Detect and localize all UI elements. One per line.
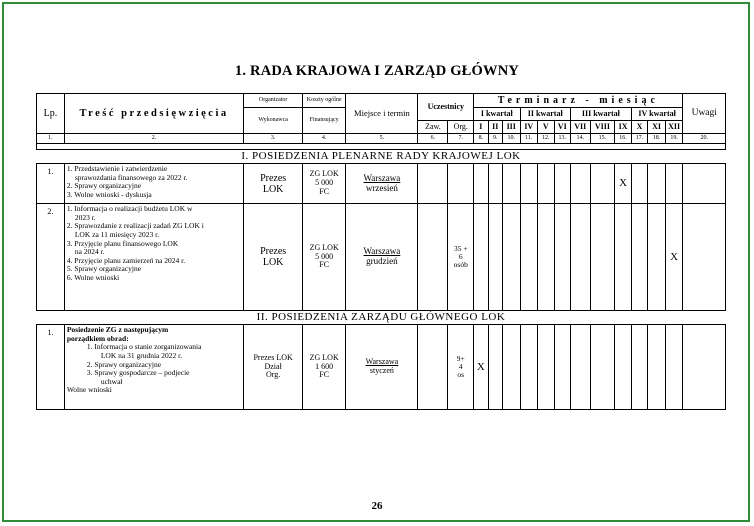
header-month: VIII bbox=[590, 121, 615, 134]
description-line: na 2024 r. bbox=[74, 247, 105, 257]
row-zaw bbox=[418, 325, 448, 410]
month-cell bbox=[631, 204, 647, 311]
month-cell bbox=[520, 204, 538, 311]
description-line: sprawozdania finansowego za 2022 r. bbox=[74, 172, 188, 182]
header-month: IV bbox=[520, 121, 538, 134]
row-org bbox=[448, 164, 474, 204]
header-organizator: Organizator bbox=[244, 94, 303, 108]
row-zaw bbox=[418, 164, 448, 204]
term: styczeń bbox=[369, 366, 394, 375]
org-line: 6 bbox=[458, 251, 463, 261]
month-mark: X bbox=[615, 164, 631, 204]
row-funding bbox=[303, 325, 346, 410]
header-kwartal-1: I kwartał bbox=[474, 108, 520, 121]
column-number: 5. bbox=[346, 134, 418, 144]
header-zaw: Zaw. bbox=[418, 121, 448, 134]
month-cell bbox=[554, 325, 570, 410]
funding-line: ZG LOK bbox=[309, 352, 339, 362]
place: Warszawa bbox=[365, 357, 399, 367]
month-cell bbox=[615, 204, 631, 311]
month-cell bbox=[502, 204, 520, 311]
description-line: porządkiem obrad: bbox=[66, 333, 129, 343]
column-number: 11. bbox=[520, 134, 538, 144]
page-title: 1. RADA KRAJOWA I ZARZĄD GŁÓWNY bbox=[234, 63, 520, 79]
row-place-term bbox=[346, 164, 418, 204]
table-row bbox=[37, 204, 726, 311]
row-description bbox=[64, 325, 243, 410]
month-cell bbox=[474, 164, 488, 204]
column-number: 7. bbox=[448, 134, 474, 144]
column-number: 20. bbox=[683, 134, 726, 144]
header-month: VII bbox=[570, 121, 590, 134]
description-line: 2. Sprawy organizacyjne bbox=[86, 359, 162, 369]
description-line: 1. Informacja o realizacji budżetu LOK w bbox=[66, 204, 193, 213]
row-lp: 1. bbox=[37, 164, 65, 204]
month-cell bbox=[488, 325, 502, 410]
row-uwagi bbox=[683, 204, 726, 311]
month-cell bbox=[615, 325, 631, 410]
month-cell bbox=[488, 204, 502, 311]
header-finansujacy: Finansujący bbox=[303, 108, 346, 134]
month-cell bbox=[590, 204, 615, 311]
section-title: II. POSIEDZENIA ZARZĄDU GŁÓWNEGO LOK bbox=[37, 311, 726, 325]
month-cell bbox=[520, 325, 538, 410]
header-month: X bbox=[631, 121, 647, 134]
column-number: 16. bbox=[615, 134, 631, 144]
column-number: 2. bbox=[64, 134, 243, 144]
description-line: 4. Przyjęcie planu zamierzeń na 2024 r. bbox=[66, 255, 186, 265]
column-number: 6. bbox=[418, 134, 448, 144]
month-cell bbox=[554, 164, 570, 204]
header-lp: Lp. bbox=[37, 94, 65, 134]
org-line: 9+ bbox=[456, 353, 465, 363]
month-cell bbox=[590, 325, 615, 410]
header-wykonawca: Wykonawca bbox=[244, 108, 303, 134]
month-mark: X bbox=[474, 325, 488, 410]
description-line: 3. Przyjęcie planu finansowego LOK bbox=[66, 238, 179, 248]
header-month: XI bbox=[648, 121, 666, 134]
column-number: 4. bbox=[303, 134, 346, 144]
funding-line: FC bbox=[319, 186, 330, 196]
month-cell bbox=[648, 204, 666, 311]
section-title: I. POSIEDZENIA PLENARNE RADY KRAJOWEJ LOK bbox=[37, 150, 726, 164]
header-month: V bbox=[538, 121, 554, 134]
description-line: 2. Sprawozdanie z realizacji zadań ZG LOK i bbox=[66, 221, 204, 231]
description-line: 6. Wolne wnioski bbox=[66, 273, 120, 282]
month-cell bbox=[648, 325, 666, 410]
organizer-line: LOK bbox=[262, 183, 284, 195]
row-uwagi bbox=[683, 164, 726, 204]
description-line: 3. Sprawy gospodarcze – podjecie bbox=[86, 368, 190, 378]
description-line: 2. Sprawy organizacyjne bbox=[66, 181, 142, 191]
funding-line: ZG LOK bbox=[309, 169, 339, 179]
month-cell bbox=[665, 325, 683, 410]
header-tresc: Treść przedsięwzięcia bbox=[64, 94, 243, 134]
term: grudzień bbox=[366, 256, 398, 266]
header-month: VI bbox=[554, 121, 570, 134]
organizer-line: Prezes bbox=[260, 172, 287, 184]
description-line: 2023 r. bbox=[74, 212, 96, 222]
month-cell bbox=[665, 164, 683, 204]
org-line: os bbox=[457, 370, 465, 380]
schedule-table bbox=[36, 93, 726, 410]
month-cell bbox=[631, 164, 647, 204]
header-kwartal-4: IV kwartał bbox=[631, 108, 683, 121]
term: wrzesień bbox=[365, 182, 398, 193]
column-number: 18. bbox=[648, 134, 666, 144]
organizer-line: Prezes LOK bbox=[253, 352, 293, 362]
org-line: osób bbox=[453, 260, 468, 270]
row-funding bbox=[303, 164, 346, 204]
month-cell bbox=[488, 164, 502, 204]
page-number: 26 bbox=[371, 500, 383, 512]
month-cell bbox=[474, 204, 488, 311]
month-cell bbox=[538, 204, 554, 311]
funding-line: 5 000 bbox=[315, 178, 334, 188]
place: Warszawa bbox=[363, 172, 401, 183]
description-line: LOK za 11 miesięcy 2023 r. bbox=[74, 229, 160, 239]
funding-line: ZG LOK bbox=[309, 242, 339, 252]
place: Warszawa bbox=[363, 246, 401, 257]
description-line: 5. Sprawy organizacyjne bbox=[66, 264, 142, 274]
month-cell bbox=[520, 164, 538, 204]
org-line: 4 bbox=[458, 361, 463, 371]
month-cell bbox=[554, 204, 570, 311]
header-uwagi: Uwagi bbox=[683, 94, 726, 134]
column-number: 3. bbox=[244, 134, 303, 144]
month-cell bbox=[590, 164, 615, 204]
header-uczestnicy: Uczestnicy bbox=[418, 94, 474, 121]
column-number: 9. bbox=[488, 134, 502, 144]
description-line: 3. Wolne wnioski - dyskusja bbox=[66, 189, 152, 199]
header-miejsce-i-termin: Miejsce i termin bbox=[346, 94, 418, 134]
header-month: II bbox=[488, 121, 502, 134]
column-number: 13. bbox=[554, 134, 570, 144]
month-cell bbox=[570, 164, 590, 204]
row-zaw bbox=[418, 204, 448, 311]
column-number: 15. bbox=[590, 134, 615, 144]
row-description bbox=[64, 164, 243, 204]
org-line: 35 + bbox=[453, 243, 468, 253]
column-number: 17. bbox=[631, 134, 647, 144]
month-cell bbox=[502, 325, 520, 410]
description-line: Wolne wnioski bbox=[66, 385, 112, 395]
row-place-term bbox=[346, 325, 418, 410]
organizer-line: LOK bbox=[262, 257, 284, 268]
header-month: III bbox=[502, 121, 520, 134]
funding-line: 5 000 bbox=[315, 251, 334, 261]
row-funding bbox=[303, 204, 346, 311]
header-month: IX bbox=[615, 121, 631, 134]
description-line: Posiedzenie ZG z następującym bbox=[66, 325, 169, 334]
column-number: 14. bbox=[570, 134, 590, 144]
column-number: 19. bbox=[665, 134, 683, 144]
description-line: uchwał bbox=[100, 376, 123, 386]
organizer-line: Org. bbox=[265, 370, 281, 380]
header-koszty-ogolne: Koszty ogólne bbox=[303, 94, 346, 108]
funding-line: 1 600 bbox=[315, 361, 334, 371]
header-kwartal-3: III kwartał bbox=[570, 108, 631, 121]
header-kwartal-2: II kwartał bbox=[520, 108, 570, 121]
header-month: XII bbox=[665, 121, 683, 134]
description-line: 1. Przedstawienie i zatwierdzenie bbox=[66, 164, 168, 173]
row-org bbox=[448, 325, 474, 410]
month-cell bbox=[648, 164, 666, 204]
month-cell bbox=[570, 204, 590, 311]
row-org bbox=[448, 204, 474, 311]
description-line: LOK na 31 grudnia 2022 r. bbox=[100, 350, 183, 360]
column-number: 1. bbox=[37, 134, 65, 144]
organizer-line: Prezes bbox=[260, 246, 287, 257]
header-terminarz: Terminarz - miesiąc bbox=[474, 94, 683, 108]
description-line: 1. Informacja o stanie zorganizowania bbox=[86, 342, 202, 352]
funding-line: FC bbox=[319, 260, 330, 270]
row-organizer bbox=[244, 164, 303, 204]
row-lp: 2. bbox=[37, 204, 65, 311]
row-organizer bbox=[244, 204, 303, 311]
row-lp: 1. bbox=[37, 325, 65, 410]
month-cell bbox=[538, 164, 554, 204]
funding-line: FC bbox=[319, 370, 330, 380]
row-description bbox=[64, 204, 243, 311]
column-number: 12. bbox=[538, 134, 554, 144]
row-organizer bbox=[244, 325, 303, 410]
month-cell bbox=[631, 325, 647, 410]
month-cell bbox=[570, 325, 590, 410]
organizer-line: Dział bbox=[264, 361, 282, 371]
column-number: 10. bbox=[502, 134, 520, 144]
table-row bbox=[37, 325, 726, 410]
month-cell bbox=[538, 325, 554, 410]
month-mark: X bbox=[665, 204, 683, 311]
row-uwagi bbox=[683, 325, 726, 410]
column-number: 8. bbox=[474, 134, 488, 144]
header-org: Org. bbox=[448, 121, 474, 134]
header-month: I bbox=[474, 121, 488, 134]
table-row bbox=[37, 164, 726, 204]
row-place-term bbox=[346, 204, 418, 311]
month-cell bbox=[502, 164, 520, 204]
